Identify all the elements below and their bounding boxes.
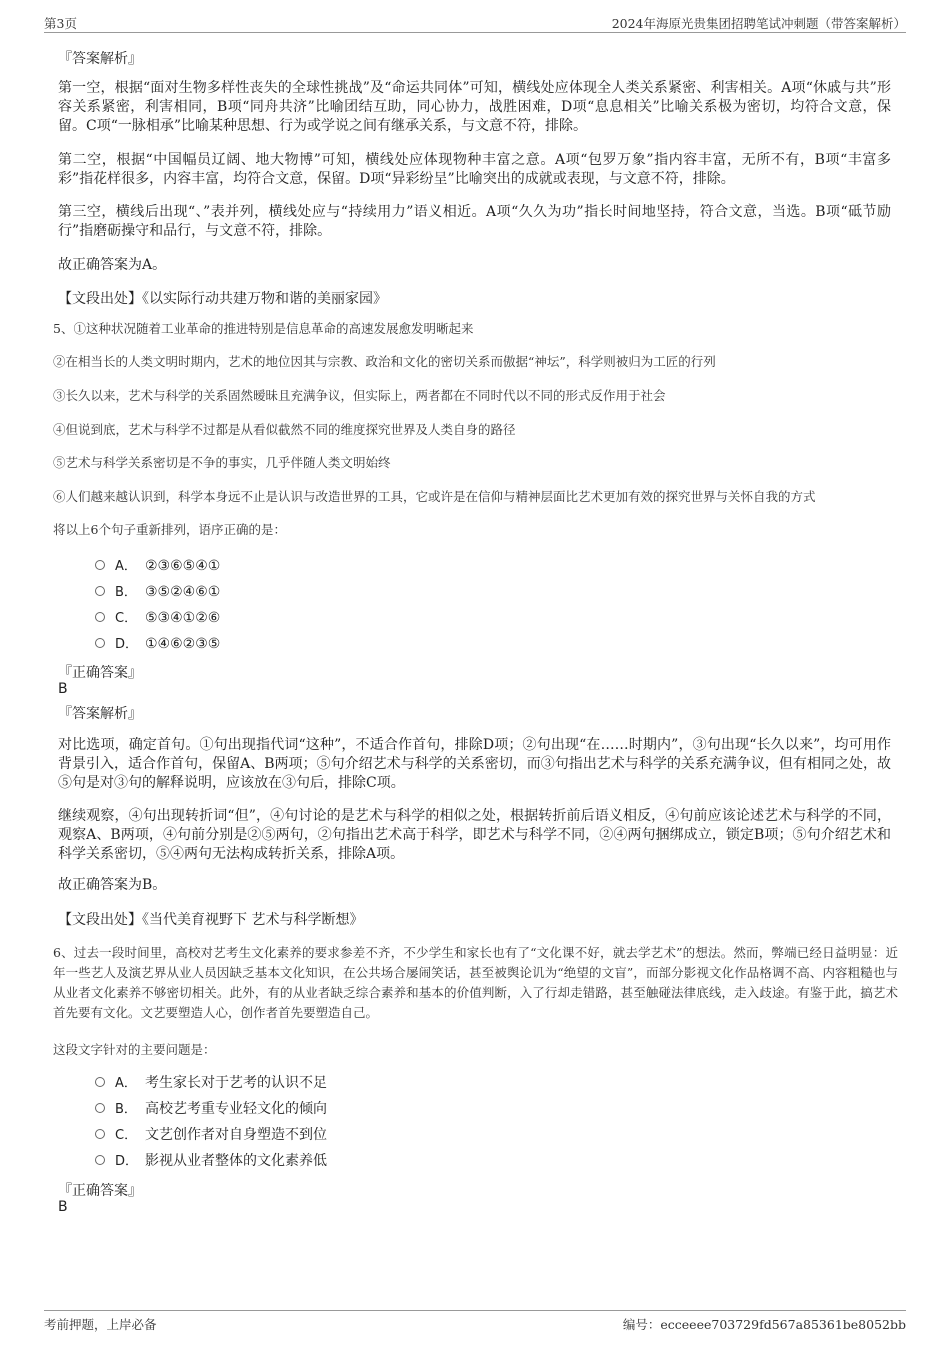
q5-option-c[interactable]: C． ⑤③④①②⑥ xyxy=(95,608,220,628)
q5-answer-label: 『正确答案』 xyxy=(58,665,142,681)
radio-icon[interactable] xyxy=(95,560,105,570)
q4-analysis-para-1: 第一空，根据“面对生物多样性丧失的全球性挑战”及“命运共同体”可知，横线处应体现全人类关系紧密、利害相关。A项“休戚与共”形容关系紧密，利害相同，B项“同舟共济”比喻团结互助，同心协力，战胜困难，D项“息息相关”比喻关系极为密切，均符合文意，保留。C项“一脉相承”比喻某种思想、行为或学说之间有继承关系，与文意不符，排除。 xyxy=(58,80,891,134)
q5-sentence-5: ⑤艺术与科学关系密切是不争的事实，几乎伴随人类文明始终 xyxy=(53,455,391,470)
q5-sentence-1: 5、①这种状况随着工业革命的推进特别是信息革命的高速发展愈发明晰起来 xyxy=(53,321,474,336)
q6-option-c[interactable]: C． 文艺创作者对自身塑造不到位 xyxy=(95,1125,327,1145)
q5-prompt: 将以上6个句子重新排列，语序正确的是： xyxy=(53,522,286,537)
q6-stem: 6、过去一段时间里，高校对艺考生文化素养的要求参差不齐，不少学生和家长也有了“文化课不好，就去学艺术”的想法。然而，弊端已经日益明显：近年一些艺人及演艺界从业人员因缺乏基本文化知识，在公共场合屡闹笑话，甚至被舆论讥为“绝望的文盲”，而部分影视文化作品格调不高、内容粗糙也与从业者文化素养不够密切相关。此外，有的从业者缺乏综合素养和基本的价值判断，入了行却走错路，甚至触碰法律底线，走入歧途。有鉴于此，搞艺术首先要有文化。文艺要塑造人心，创作者首先要塑造自己。 xyxy=(53,945,898,1020)
q6-answer-label: 『正确答案』 xyxy=(58,1183,142,1199)
q4-conclusion: 故正确答案为A。 xyxy=(58,257,167,273)
q5-option-a[interactable]: A． ②③⑥⑤④① xyxy=(95,556,220,576)
radio-icon[interactable] xyxy=(95,586,105,596)
q4-analysis-label: 『答案解析』 xyxy=(58,51,142,67)
q4-analysis-para-3: 第三空，横线后出现“、”表并列，横线处应与“持续用力”语义相近。A项“久久为功”指长时间地坚持，符合文意，当选。B项“砥节励行”指磨砺操守和品行，与文意不符，排除。 xyxy=(58,204,891,239)
q6-option-d[interactable]: D． 影视从业者整体的文化素养低 xyxy=(95,1151,327,1171)
radio-icon[interactable] xyxy=(95,1077,105,1087)
q6-prompt: 这段文字针对的主要问题是： xyxy=(53,1042,216,1057)
q6-option-b[interactable]: B． 高校艺考重专业轻文化的倾向 xyxy=(95,1099,327,1119)
radio-icon[interactable] xyxy=(95,1103,105,1113)
q5-sentence-2: ②在相当长的人类文明时期内，艺术的地位因其与宗教、政治和文化的密切关系而傲据“神坛”，科学则被归为工匠的行列 xyxy=(53,354,716,369)
q5-sentence-3: ③长久以来，艺术与科学的关系固然暧昧且充满争议，但实际上，两者都在不同时代以不同的形式反作用于社会 xyxy=(53,388,666,403)
document-title: 2024年海原光贵集团招聘笔试冲刺题（带答案解析） xyxy=(611,16,906,31)
q5-sentence-6: ⑥人们越来越认识到，科学本身远不止是认识与改造世界的工具，它或许是在信仰与精神层面比艺术更加有效的探究世界与关怀自我的方式 xyxy=(53,489,816,504)
q5-option-d[interactable]: D． ①④⑥②③⑤ xyxy=(95,634,220,654)
page-header xyxy=(44,14,906,33)
page-number: 第3页 xyxy=(44,16,77,31)
q5-analysis-para-1: 对比选项，确定首句。①句出现指代词“这种”，不适合作首句，排除D项；②句出现“在……时期内”，③句出现“长久以来”，均可用作背景引入，适合作首句，保留A、B两项；⑤句介绍艺术与科学的关系密切，而③句指出艺术与科学的关系充满争议，但有相同之处，故⑤句是对③句的解释说明，应该放在③句后，排除C项。 xyxy=(58,737,891,791)
q4-source: 【文段出处】《以实际行动共建万物和谐的美丽家园》 xyxy=(58,291,387,307)
q5-analysis-para-2: 继续观察，④句出现转折词“但”，④句讨论的是艺术与科学的相似之处，根据转折前后语义相反，④句前应该论述艺术与科学的不同，观察A、B两项，④句前分别是②⑤两句，②句指出艺术高于科学，即艺术与科学不同，②④两句捆绑成立，锁定B项；⑤句介绍艺术和科学关系密切，⑤④两句无法构成转折关系，排除A项。 xyxy=(58,808,891,862)
radio-icon[interactable] xyxy=(95,612,105,622)
q5-analysis-label: 『答案解析』 xyxy=(58,706,142,722)
q5-option-b[interactable]: B． ③⑤②④⑥① xyxy=(95,582,220,602)
radio-icon[interactable] xyxy=(95,1129,105,1139)
q5-answer: B xyxy=(58,681,68,697)
q6-answer: B xyxy=(58,1199,68,1215)
q6-option-a[interactable]: A． 考生家长对于艺考的认识不足 xyxy=(95,1073,327,1093)
page-footer xyxy=(44,1310,906,1332)
q5-source: 【文段出处】《当代美育视野下 艺术与科学断想》 xyxy=(58,912,364,928)
radio-icon[interactable] xyxy=(95,1155,105,1165)
q5-conclusion: 故正确答案为B。 xyxy=(58,877,167,893)
document-id: 编号：ecceeee703729fd567a85361be8052bb xyxy=(622,1317,906,1332)
radio-icon[interactable] xyxy=(95,638,105,648)
footer-slogan: 考前押题，上岸必备 xyxy=(44,1317,157,1332)
q4-analysis-para-2: 第二空，根据“中国幅员辽阔、地大物博”可知，横线处应体现物种丰富之意。A项“包罗万象”指内容丰富，无所不有，B项“丰富多彩”指花样很多，内容丰富，均符合文意，保留。D项“异彩纷呈”比喻突出的成就或表现，与文意不符，排除。 xyxy=(58,152,891,187)
q5-sentence-4: ④但说到底，艺术与科学不过都是从看似截然不同的维度探究世界及人类自身的路径 xyxy=(53,422,516,437)
